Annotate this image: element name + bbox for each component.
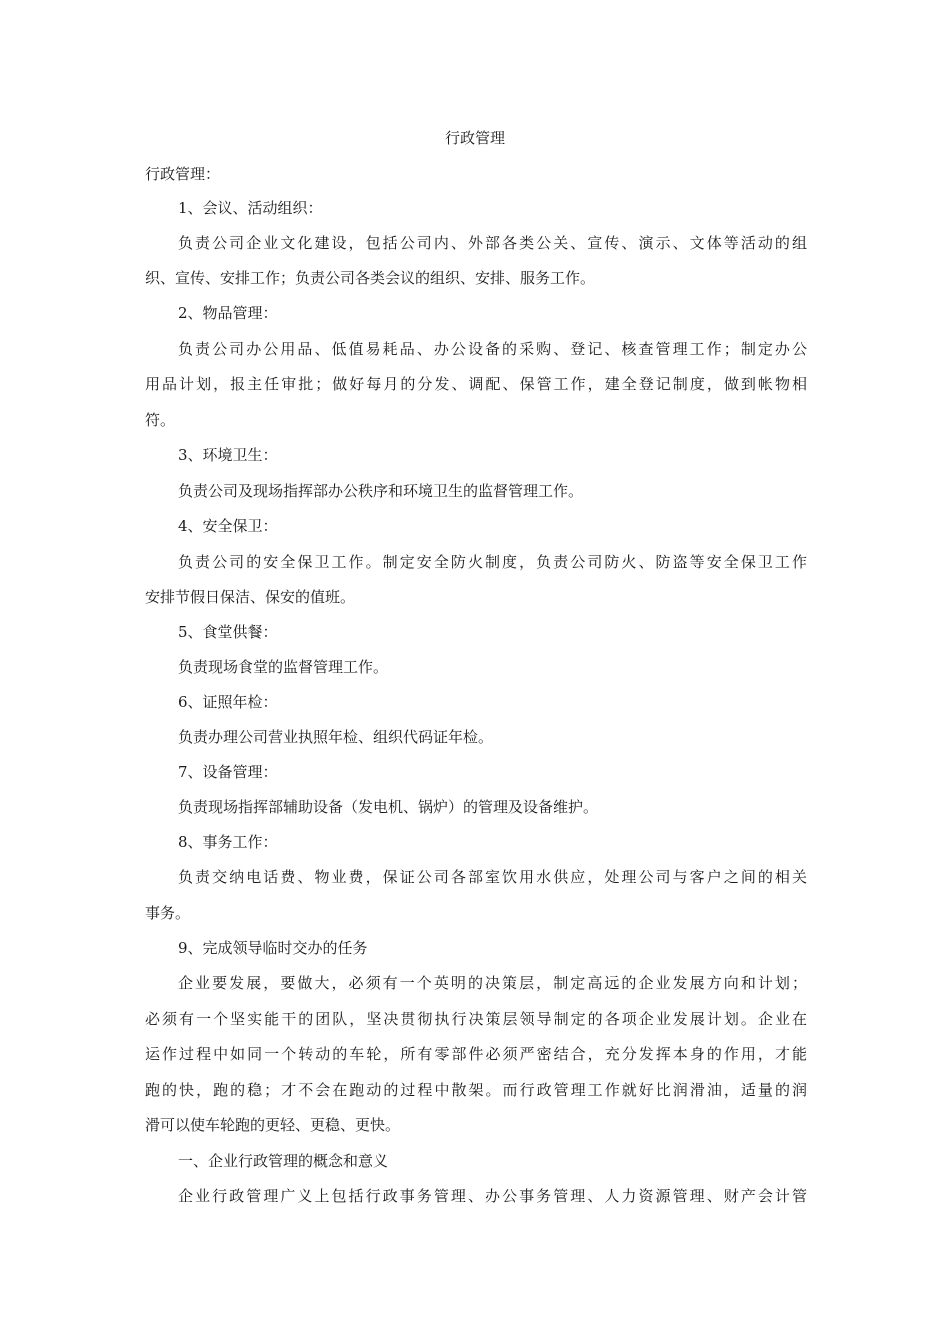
paragraph-line: 企业要发展，要做大，必须有一个英明的决策层，制定高远的企业发展方向和计划；: [178, 974, 807, 992]
paragraph-line: 运作过程中如同一个转动的车轮，所有零部件必须严密结合，充分发挥本身的作用，才能: [145, 1045, 807, 1063]
paragraph-line: 必须有一个坚实能干的团队，坚决贯彻执行决策层领导制定的各项企业发展计划。企业在: [145, 1010, 807, 1028]
paragraph-line: 跑的快，跑的稳；才不会在跑动的过程中散架。而行政管理工作就好比润滑油，适量的润: [145, 1081, 807, 1099]
paragraph-line: 用品计划，报主任审批；做好每月的分发、调配、保管工作，建全登记制度，做到帐物相: [145, 375, 807, 393]
paragraph-line: 负责公司的安全保卫工作。制定安全防火制度，负责公司防火、防盗等安全保卫工作: [178, 553, 807, 571]
item-heading: 4、安全保卫：: [178, 517, 278, 535]
section-heading: 行政管理：: [145, 165, 221, 183]
item-heading: 9、完成领导临时交办的任务: [178, 939, 368, 957]
item-heading: 1、会议、活动组织：: [178, 199, 323, 217]
section-heading: 一、企业行政管理的概念和意义: [178, 1152, 389, 1170]
paragraph-line: 织、宣传、安排工作；负责公司各类会议的组织、安排、服务工作。: [145, 269, 596, 287]
paragraph-line: 负责公司办公用品、低值易耗品、办公设备的采购、登记、核查管理工作；制定办公: [178, 340, 807, 358]
paragraph-line: 负责办理公司营业执照年检、组织代码证年检。: [178, 728, 494, 746]
item-heading: 5、食堂供餐：: [178, 623, 278, 641]
paragraph-line: 负责公司企业文化建设，包括公司内、外部各类公关、宣传、演示、文体等活动的组: [178, 234, 807, 252]
paragraph-line: 负责现场指挥部辅助设备（发电机、锅炉）的管理及设备维护。: [178, 798, 599, 816]
item-heading: 7、设备管理：: [178, 763, 278, 781]
item-heading: 3、环境卫生：: [178, 446, 278, 464]
item-heading: 2、物品管理：: [178, 304, 278, 322]
item-heading: 6、证照年检：: [178, 693, 278, 711]
paragraph-line: 负责公司及现场指挥部办公秩序和环境卫生的监督管理工作。: [178, 482, 584, 500]
paragraph-line: 负责交纳电话费、物业费，保证公司各部室饮用水供应，处理公司与客户之间的相关: [178, 868, 807, 886]
paragraph-line: 事务。: [145, 904, 191, 922]
item-heading: 8、事务工作：: [178, 833, 278, 851]
document-title: 行政管理: [444, 129, 505, 147]
paragraph-line: 滑可以使车轮跑的更轻、更稳、更快。: [145, 1116, 401, 1134]
paragraph-line: 企业行政管理广义上包括行政事务管理、办公事务管理、人力资源管理、财产会计管: [178, 1187, 807, 1205]
paragraph-line: 安排节假日保洁、保安的值班。: [145, 588, 356, 606]
paragraph-line: 负责现场食堂的监督管理工作。: [178, 658, 389, 676]
paragraph-line: 符。: [145, 411, 176, 429]
